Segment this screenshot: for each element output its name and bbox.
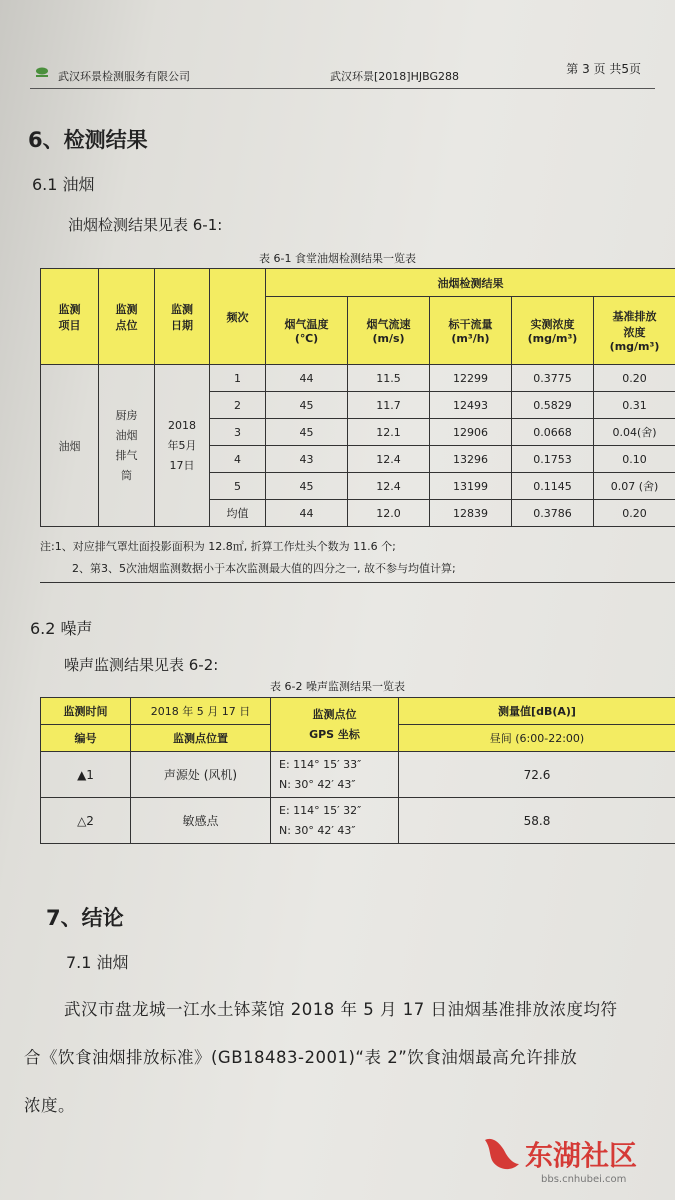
table-row: [41, 798, 675, 844]
cell-frequency: 1: [210, 365, 266, 392]
cell-frequency: 5: [210, 473, 266, 500]
header-standard: 基准排放 浓度 (mg/m³): [594, 297, 675, 365]
section-7-title: 7、结论: [46, 906, 124, 930]
cell-point: 厨房 油烟 排气 筒: [99, 365, 155, 527]
header-daytime: 昼间 (6:00-22:00): [399, 725, 675, 752]
conclusion-line-1: 武汉市盘龙城一江水土钵菜馆 2018 年 5 月 17 日油烟基准排放浓度均符: [64, 1000, 618, 1019]
cell-frequency: 2: [210, 392, 266, 419]
table-row: [41, 752, 675, 798]
conclusion-line-2: 合《饮食油烟排放标准》(GB18483-2001)“表 2”饮食油烟最高允许排放: [24, 1048, 578, 1067]
cell-speed: 12.1: [348, 419, 430, 446]
cell-flow: 12906: [430, 419, 512, 446]
gps-north: N: 30° 42′ 43″: [279, 777, 356, 791]
watermark-url: bbs.cnhubei.com: [541, 1174, 627, 1185]
header-measure: 测量值[dB(A)]: [399, 698, 675, 725]
section-6-1-title: 6.1 油烟: [32, 175, 95, 194]
cell-flow: 13199: [430, 473, 512, 500]
cell-standard: 0.10: [594, 446, 675, 473]
cell-id: △2: [41, 798, 131, 844]
noise-results-table: [40, 697, 675, 844]
note-divider: [40, 582, 675, 583]
header-frequency: 频次: [210, 269, 266, 365]
cell-flow: 12299: [430, 365, 512, 392]
cell-gps: [271, 798, 399, 844]
cell-id: ▲1: [41, 752, 131, 798]
cell-temperature: 45: [266, 392, 348, 419]
section-6-1-intro: 油烟检测结果见表 6-1:: [68, 216, 223, 234]
cell-temperature: 45: [266, 419, 348, 446]
table-row: [41, 365, 675, 392]
cell-location: 敏感点: [131, 798, 271, 844]
cell-temperature: 43: [266, 446, 348, 473]
cell-concentration: 0.3775: [512, 365, 594, 392]
header-time-value: 2018 年 5 月 17 日: [131, 698, 271, 725]
cell-standard: 0.07 (舍): [594, 473, 675, 500]
cell-concentration: 0.5829: [512, 392, 594, 419]
cell-speed: 12.4: [348, 446, 430, 473]
site-watermark: [481, 1130, 661, 1188]
cell-flow: 13296: [430, 446, 512, 473]
cell-value: 58.8: [399, 798, 675, 844]
header-point: 监测 点位: [99, 269, 155, 365]
cell-temperature: 44: [266, 365, 348, 392]
document-number: 武汉环景[2018]HJBG288: [330, 70, 459, 83]
header-location: 监测点位置: [131, 725, 271, 752]
cell-location: 声源处 (风机): [131, 752, 271, 798]
smoke-results-table: [40, 268, 675, 527]
header-id: 编号: [41, 725, 131, 752]
company-logo-icon: [34, 66, 50, 78]
cell-speed: 12.4: [348, 473, 430, 500]
header-speed: 烟气流速 (m/s): [348, 297, 430, 365]
cell-standard: 0.20: [594, 365, 675, 392]
header-project: 监测 项目: [41, 269, 99, 365]
table-6-1-caption: 表 6-1 食堂油烟检测结果一览表: [259, 252, 416, 265]
watermark-logo-icon: [481, 1134, 521, 1174]
company-name: 武汉环景检测服务有限公司: [58, 70, 190, 83]
cell-temperature: 45: [266, 473, 348, 500]
section-7-1-title: 7.1 油烟: [66, 953, 129, 972]
conclusion-line-3: 浓度。: [24, 1096, 75, 1115]
cell-speed: 12.0: [348, 500, 430, 527]
table-6-2-caption: 表 6-2 噪声监测结果一览表: [270, 680, 405, 693]
section-6-title: 6、检测结果: [28, 128, 148, 152]
table-6-1-note-2: 2、第3、5次油烟监测数据小于本次监测最大值的四分之一, 故不参与均值计算;: [72, 562, 456, 575]
cell-standard: 0.20: [594, 500, 675, 527]
header-flow: 标干流量 (m³/h): [430, 297, 512, 365]
cell-speed: 11.5: [348, 365, 430, 392]
page-header: [30, 58, 655, 89]
page-number: 第 3 页 共5页: [566, 62, 641, 76]
cell-flow: 12839: [430, 500, 512, 527]
cell-date: 2018 年5月 17日: [155, 365, 210, 527]
gps-east: E: 114° 15′ 33″: [279, 757, 362, 771]
cell-concentration: 0.1145: [512, 473, 594, 500]
gps-east: E: 114° 15′ 32″: [279, 803, 362, 817]
header-group-results: 油烟检测结果: [266, 269, 675, 297]
header-time-label: 监测时间: [41, 698, 131, 725]
cell-value: 72.6: [399, 752, 675, 798]
section-6-2-title: 6.2 噪声: [30, 619, 93, 638]
header-date: 监测 日期: [155, 269, 210, 365]
cell-project: 油烟: [41, 365, 99, 527]
cell-flow: 12493: [430, 392, 512, 419]
cell-concentration: 0.0668: [512, 419, 594, 446]
cell-frequency: 3: [210, 419, 266, 446]
cell-concentration: 0.3786: [512, 500, 594, 527]
header-gps: 监测点位 GPS 坐标: [271, 698, 399, 752]
gps-north: N: 30° 42′ 43″: [279, 823, 356, 837]
cell-standard: 0.04(舍): [594, 419, 675, 446]
table-6-1-note-1: 注:1、对应排气罩灶面投影面积为 12.8㎡, 折算工作灶头个数为 11.6 个;: [40, 540, 396, 553]
section-6-2-intro: 噪声监测结果见表 6-2:: [64, 656, 219, 674]
cell-temperature: 44: [266, 500, 348, 527]
cell-speed: 11.7: [348, 392, 430, 419]
cell-standard: 0.31: [594, 392, 675, 419]
cell-frequency: 4: [210, 446, 266, 473]
header-temperature: 烟气温度 (℃): [266, 297, 348, 365]
cell-frequency: 均值: [210, 500, 266, 527]
cell-concentration: 0.1753: [512, 446, 594, 473]
header-concentration: 实测浓度 (mg/m³): [512, 297, 594, 365]
cell-gps: [271, 752, 399, 798]
watermark-brand: 东湖社区: [525, 1139, 638, 1172]
